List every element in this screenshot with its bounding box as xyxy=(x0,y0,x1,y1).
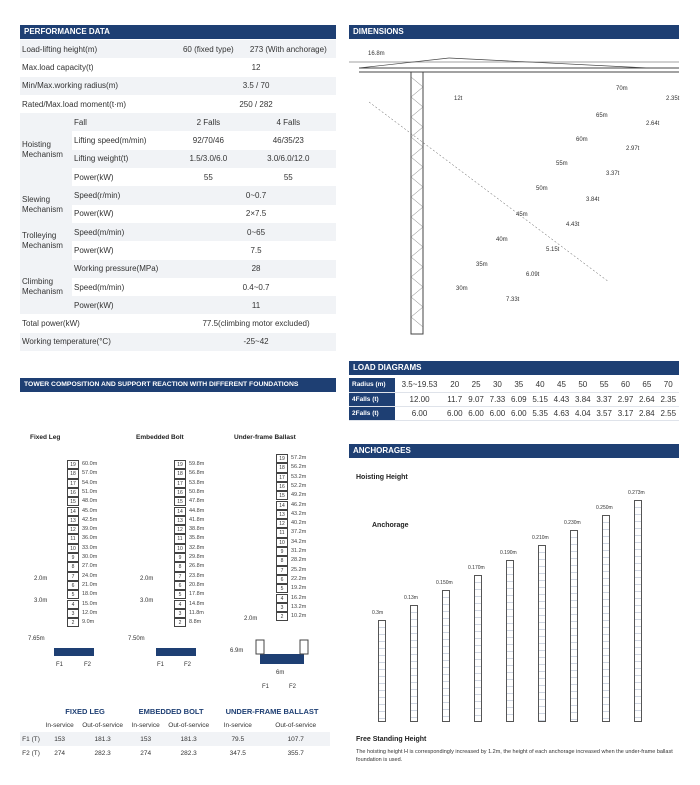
tower-section: 7 xyxy=(174,572,186,581)
reaction-cell: 181.3 xyxy=(77,732,128,746)
section-height: 28.2m xyxy=(291,557,307,564)
anchorage-label: Anchorage xyxy=(372,522,409,529)
spec-label: Power(kW) xyxy=(72,205,176,223)
section-height: 26.8m xyxy=(189,563,205,570)
anchorage-height: 0.190m xyxy=(500,550,517,556)
section-height: 51.0m xyxy=(82,488,98,495)
tower-section: 3 xyxy=(276,603,288,612)
spec-label: Power(kW) xyxy=(72,296,176,314)
load-cell: 2.35 xyxy=(658,392,679,406)
section-height: 60.0m xyxy=(82,461,98,467)
weight-label: 7.33t xyxy=(506,297,520,303)
hoisting-height-label: Hoisting Height xyxy=(356,474,408,481)
section-height: 21.0m xyxy=(82,581,98,588)
load-cell: 7.33 xyxy=(487,392,508,406)
load-cell: 3.17 xyxy=(615,406,636,420)
dim-label: 7.65m xyxy=(28,636,45,642)
foundations xyxy=(20,630,340,700)
tower-section: 4 xyxy=(67,600,79,609)
tower-section: 12 xyxy=(276,519,288,528)
section-height: 9.0m xyxy=(82,619,95,626)
section-height: 12.0m xyxy=(82,609,98,616)
section-height: 53.2m xyxy=(291,473,307,480)
free-standing-label: Free Standing Height xyxy=(356,736,427,743)
load-cell: 50 xyxy=(572,378,593,392)
tower-section: 10 xyxy=(67,544,79,553)
reaction-cell: 79.5 xyxy=(214,732,261,746)
tower-section: 3 xyxy=(174,609,186,618)
anchorage-note: The hoisting height H is correspondingly increased by 1.2m, the height of each anchorage increased when the under-frame ballast foundation is used. xyxy=(356,749,673,763)
reaction-cell: 282.3 xyxy=(94,749,111,757)
load-cell: 6.09 xyxy=(508,392,529,406)
reaction-cell: 274 xyxy=(54,749,66,757)
section-height: 10.2m xyxy=(291,613,307,620)
dim-label: 2.0m xyxy=(34,576,48,582)
load-cell: 20 xyxy=(444,378,465,392)
anchorage-height: 0.230m xyxy=(564,520,581,526)
anchorage-column xyxy=(410,605,418,722)
dim-label: 7.50m xyxy=(128,636,145,642)
reaction-table xyxy=(20,704,330,760)
section-height: 27.0m xyxy=(82,563,98,570)
tower-section: 15 xyxy=(67,497,79,506)
spec-label: Power(kW) xyxy=(72,241,176,259)
reaction-label: F1 (T) xyxy=(20,732,42,746)
load-cell: 3.84 xyxy=(572,392,593,406)
tower-section: 19 xyxy=(276,454,288,463)
dim-label: 2.0m xyxy=(140,576,154,582)
tower-section: 6 xyxy=(174,581,186,590)
spec-label: Max.load capacity(t) xyxy=(20,58,176,76)
underframe-label: Under-frame Ballast xyxy=(234,434,296,441)
reaction-sub: In-service xyxy=(131,721,160,729)
tower-title: TOWER COMPOSITION AND SUPPORT REACTION WITH DIFFERENT FOUNDATIONS xyxy=(20,378,336,392)
load-cell: 3.5~19.53 xyxy=(395,378,444,392)
tower-section: 8 xyxy=(276,556,288,565)
reaction-cell: 274 xyxy=(140,749,152,757)
load-title: LOAD DIAGRAMS xyxy=(349,361,679,375)
section-height: 42.5m xyxy=(82,516,98,523)
spec-row xyxy=(20,113,336,131)
section-height: 15.0m xyxy=(82,600,98,607)
jib-length-label: 16.8m xyxy=(368,51,385,57)
load-row-4falls xyxy=(349,392,679,406)
anchorages-title: ANCHORAGES xyxy=(349,444,679,458)
tower-section: 5 xyxy=(174,590,186,599)
dimensions-title: DIMENSIONS xyxy=(349,25,679,39)
force-label: F1 xyxy=(56,662,64,668)
tower-section: 12 xyxy=(174,525,186,534)
section-height: 17.8m xyxy=(189,591,205,598)
load-cell: 6.00 xyxy=(508,406,529,420)
tower-section: 10 xyxy=(174,544,186,553)
load-cell: 4.04 xyxy=(572,406,593,420)
reaction-col: FIXED LEG xyxy=(65,706,105,716)
weight-label: 2.35t xyxy=(666,96,680,102)
reaction-sub: Out-of-service xyxy=(275,721,317,729)
load-cell: 60 xyxy=(615,378,636,392)
load-cell: 6.00 xyxy=(444,406,465,420)
spec-value: 0~0.7 xyxy=(176,186,336,204)
tower-section: 2 xyxy=(67,618,79,627)
load-cell: 9.07 xyxy=(465,392,486,406)
section-height: 56.8m xyxy=(189,470,205,477)
load-cell: 2.84 xyxy=(636,406,657,420)
spec-value: 3.5 / 70 xyxy=(176,77,336,95)
section-height: 43.2m xyxy=(291,510,307,517)
spec-row xyxy=(20,95,336,113)
section-height: 30.0m xyxy=(82,554,98,560)
tower-section: 2 xyxy=(276,612,288,621)
anchorage-column xyxy=(506,560,514,722)
load-cell: 6.00 xyxy=(465,406,486,420)
tower-section: 17 xyxy=(174,479,186,488)
section-height: 52.2m xyxy=(291,482,307,489)
tower-section: 5 xyxy=(67,590,79,599)
spec-row xyxy=(20,333,336,351)
group-climbing: Climbing Mechanism xyxy=(20,260,72,315)
anchorage-height: 0.3m xyxy=(372,610,384,616)
section-height: 47.8m xyxy=(189,498,205,505)
spec-row xyxy=(20,40,336,58)
section-height: 39.0m xyxy=(82,526,98,533)
anchorage-column xyxy=(474,575,482,722)
anchorage-height: 0.150m xyxy=(436,580,453,586)
reaction-sub: In-service xyxy=(223,721,252,729)
tower-section: 8 xyxy=(67,562,79,571)
spec-label: Total power(kW) xyxy=(20,314,176,332)
tower-section: 9 xyxy=(67,553,79,562)
radius-label: 70m xyxy=(616,86,628,92)
section-height: 56.2m xyxy=(291,464,307,471)
reaction-col: EMBEDDED BOLT xyxy=(138,706,204,716)
spec-value: 60 (fixed type) xyxy=(176,40,240,58)
dim-label: 3.0m xyxy=(140,598,154,604)
section-height: 41.8m xyxy=(189,516,205,523)
anchorage-height: 0.210m xyxy=(532,535,549,541)
reaction-sub: Out-of-service xyxy=(82,721,124,729)
dim-label: 2.0m xyxy=(244,616,258,622)
load-head: 2Falls (t) xyxy=(349,406,395,420)
section-height: 49.2m xyxy=(291,492,307,499)
tower-section: 6 xyxy=(276,575,288,584)
load-cell: 6.00 xyxy=(487,406,508,420)
section-height: 16.2m xyxy=(291,594,307,601)
spec-label: Rated/Max.load moment(t·m) xyxy=(20,95,176,113)
spec-value: 1.5/3.0/6.0 xyxy=(176,150,240,168)
force-label: F2 xyxy=(289,684,297,690)
anchorage-column xyxy=(602,515,610,722)
reaction-cell: 181.3 xyxy=(163,732,214,746)
section-height: 37.2m xyxy=(291,529,307,536)
spec-value: 2 Falls xyxy=(176,113,240,131)
spec-value: 7.5 xyxy=(176,241,336,259)
tower-section: 15 xyxy=(174,497,186,506)
section-height: 57.0m xyxy=(82,470,98,477)
section-height: 31.2m xyxy=(291,548,307,554)
section-height: 53.8m xyxy=(189,479,205,486)
tower-section: 2 xyxy=(174,618,186,627)
weight-label: 3.37t xyxy=(606,171,620,177)
radius-label: 55m xyxy=(556,161,568,167)
tower-section: 3 xyxy=(67,609,79,618)
load-cell: 35 xyxy=(508,378,529,392)
radius-label: 65m xyxy=(596,113,608,119)
spec-value: 77.5(climbing motor excluded) xyxy=(176,314,336,332)
fixed-leg-label: Fixed Leg xyxy=(30,434,61,441)
section-height: 34.2m xyxy=(291,538,307,545)
load-cell: 5.35 xyxy=(529,406,550,420)
reaction-row xyxy=(20,732,330,746)
tower-section: 8 xyxy=(174,562,186,571)
reaction-sub: Out-of-service xyxy=(168,721,210,729)
spec-label: Fall xyxy=(72,113,176,131)
tower-section: 16 xyxy=(174,488,186,497)
section-height: 8.8m xyxy=(189,619,202,626)
section-height: 44.8m xyxy=(189,507,205,514)
section-height: 32.8m xyxy=(189,544,205,551)
reaction-subhead xyxy=(20,718,330,732)
tower-section: 18 xyxy=(174,469,186,478)
reaction-cell: 282.3 xyxy=(180,749,197,757)
spec-label: Power(kW) xyxy=(72,168,176,186)
section-height: 59.8m xyxy=(189,461,205,467)
reaction-head xyxy=(20,704,330,718)
load-cell: 11.7 xyxy=(444,392,465,406)
section-height: 57.2m xyxy=(291,455,307,461)
tower-section: 7 xyxy=(276,566,288,575)
spec-label: Load-lifting height(m) xyxy=(20,40,176,58)
spec-row xyxy=(20,314,336,332)
load-cell: 55 xyxy=(593,378,614,392)
weight-label: 5.15t xyxy=(546,247,560,253)
load-cell: 25 xyxy=(465,378,486,392)
load-cell: 5.15 xyxy=(529,392,550,406)
section-height: 50.8m xyxy=(189,488,205,495)
group-hoisting: Hoisting Mechanism xyxy=(20,113,72,186)
radius-label: 30m xyxy=(456,286,468,292)
tower-section: 14 xyxy=(67,507,79,516)
tower-section: 12 xyxy=(67,525,79,534)
spec-value: 0~65 xyxy=(176,223,336,241)
spec-value: 0.4~0.7 xyxy=(176,278,336,296)
section-height: 14.8m xyxy=(189,600,205,607)
spec-label: Speed(m/min) xyxy=(72,278,176,296)
anchorage-column xyxy=(538,545,546,722)
spec-value: 55 xyxy=(241,168,336,186)
reaction-cell: 153 xyxy=(42,732,77,746)
weight-label: 12t xyxy=(454,96,463,102)
section-height: 20.8m xyxy=(189,581,205,588)
spec-value: 46/35/23 xyxy=(241,131,336,149)
reaction-col: UNDER-FRAME BALLAST xyxy=(225,706,319,716)
group-slewing: Slewing Mechanism xyxy=(20,186,72,223)
spec-label: Working temperature(°C) xyxy=(20,333,176,351)
weight-label: 2.64t xyxy=(646,121,660,127)
section-height: 29.8m xyxy=(189,554,205,560)
radius-label: 60m xyxy=(576,137,588,143)
performance-title: PERFORMANCE DATA xyxy=(20,25,336,39)
performance-table xyxy=(20,40,336,351)
anchorage-height: 0.13m xyxy=(404,595,418,601)
dim-label: 3.0m xyxy=(34,598,48,604)
load-cell: 12.00 xyxy=(395,392,444,406)
load-row-2falls xyxy=(349,406,679,420)
load-cell: 2.97 xyxy=(615,392,636,406)
tower-section: 13 xyxy=(67,516,79,525)
force-label: F2 xyxy=(84,662,92,668)
tower-section: 14 xyxy=(174,507,186,516)
section-height: 40.2m xyxy=(291,520,307,527)
load-cell: 4.43 xyxy=(551,392,572,406)
spec-row xyxy=(20,77,336,95)
group-trolleying: Trolleying Mechanism xyxy=(20,223,72,260)
section-height: 33.0m xyxy=(82,544,98,551)
load-table xyxy=(349,378,679,421)
weight-label: 2.97t xyxy=(626,146,640,152)
reaction-sub: In-service xyxy=(45,721,74,729)
section-height: 54.0m xyxy=(82,479,98,486)
load-cell: 45 xyxy=(551,378,572,392)
spec-value: 4 Falls xyxy=(241,113,336,131)
spec-label: Working pressure(MPa) xyxy=(72,260,176,278)
spec-value: 3.0/6.0/12.0 xyxy=(241,150,336,168)
radius-label: 35m xyxy=(476,262,488,268)
radius-label: 50m xyxy=(536,186,548,192)
load-head: Radius (m) xyxy=(349,378,395,392)
spec-value: 250 / 282 xyxy=(176,95,336,113)
spec-row xyxy=(20,260,336,278)
section-height: 18.0m xyxy=(82,591,98,598)
load-cell: 70 xyxy=(658,378,679,392)
embedded-bolt-label: Embedded Bolt xyxy=(136,434,184,441)
tower-section: 15 xyxy=(276,491,288,500)
spec-label: Min/Max.working radius(m) xyxy=(20,77,176,95)
section-height: 25.2m xyxy=(291,566,307,573)
anchorage-column xyxy=(570,530,578,722)
dim-label: 6.9m xyxy=(230,648,244,654)
tower-section: 7 xyxy=(67,572,79,581)
weight-label: 4.43t xyxy=(566,222,580,228)
section-height: 45.0m xyxy=(82,507,98,514)
spec-value: 11 xyxy=(176,296,336,314)
tower-section: 19 xyxy=(67,460,79,469)
tower-section: 11 xyxy=(174,534,186,543)
tower-section: 6 xyxy=(67,581,79,590)
tower-section: 9 xyxy=(276,547,288,556)
radius-label: 45m xyxy=(516,212,528,218)
force-label: F1 xyxy=(157,662,165,668)
spec-label: Lifting weight(t) xyxy=(72,150,176,168)
force-label: F2 xyxy=(184,662,192,668)
tower-section: 16 xyxy=(67,488,79,497)
spec-row xyxy=(20,223,336,241)
section-height: 48.0m xyxy=(82,498,98,505)
tower-section: 9 xyxy=(174,553,186,562)
spec-value: 92/70/46 xyxy=(176,131,240,149)
spec-label: Speed(m/min) xyxy=(72,223,176,241)
reaction-cell: 107.7 xyxy=(261,732,330,746)
tower-section: 5 xyxy=(276,584,288,593)
section-height: 35.8m xyxy=(189,535,205,542)
anchorage-column xyxy=(442,590,450,722)
spec-label: Lifting speed(m/min) xyxy=(72,131,176,149)
spec-value: 55 xyxy=(176,168,240,186)
reaction-cell: 153 xyxy=(128,732,163,746)
spec-row xyxy=(20,186,336,204)
section-height: 22.2m xyxy=(291,575,307,582)
load-cell: 2.55 xyxy=(658,406,679,420)
radius-label: 40m xyxy=(496,237,508,243)
section-height: 19.2m xyxy=(291,585,307,592)
tower-section: 13 xyxy=(174,516,186,525)
tower-section: 4 xyxy=(174,600,186,609)
section-height: 11.8m xyxy=(189,609,204,616)
load-cell: 30 xyxy=(487,378,508,392)
tower-section: 17 xyxy=(276,473,288,482)
weight-label: 6.09t xyxy=(526,272,540,278)
section-height: 36.0m xyxy=(82,535,98,542)
tower-section: 10 xyxy=(276,538,288,547)
spec-value: -25~42 xyxy=(176,333,336,351)
load-cell: 40 xyxy=(529,378,550,392)
tower-section: 11 xyxy=(276,528,288,537)
tower-section: 16 xyxy=(276,482,288,491)
load-row-radius xyxy=(349,378,679,392)
tower-section: 18 xyxy=(276,463,288,472)
tower-section: 11 xyxy=(67,534,79,543)
load-cell: 65 xyxy=(636,378,657,392)
load-head: 4Falls (t) xyxy=(349,392,395,406)
anchorage-column xyxy=(378,620,386,722)
weight-label: 3.84t xyxy=(586,197,600,203)
force-label: F1 xyxy=(262,684,270,690)
spec-value: 28 xyxy=(176,260,336,278)
load-cell: 3.37 xyxy=(593,392,614,406)
anchorage-height: 0.250m xyxy=(596,505,613,511)
load-cell: 4.63 xyxy=(551,406,572,420)
tower-section: 19 xyxy=(174,460,186,469)
dim-label: 6m xyxy=(276,670,285,676)
tower-section: 17 xyxy=(67,479,79,488)
spec-value: 12 xyxy=(176,58,336,76)
section-height: 23.8m xyxy=(189,572,205,579)
anchorage-column xyxy=(634,500,642,722)
anchorage-height: 0.170m xyxy=(468,565,485,571)
anchorage-height: 0.273m xyxy=(628,490,645,496)
reaction-cell: 355.7 xyxy=(287,749,304,757)
reaction-label: F2 (T) xyxy=(22,749,40,757)
spec-row xyxy=(20,58,336,76)
tower-section: 13 xyxy=(276,510,288,519)
spec-value: 273 (With anchorage) xyxy=(241,40,336,58)
spec-value: 2×7.5 xyxy=(176,205,336,223)
section-height: 38.8m xyxy=(189,526,205,533)
load-cell: 2.64 xyxy=(636,392,657,406)
tower-section: 14 xyxy=(276,501,288,510)
section-height: 24.0m xyxy=(82,572,98,579)
reaction-row xyxy=(20,746,330,760)
reaction-cell: 347.5 xyxy=(229,749,246,757)
spec-label: Speed(r/min) xyxy=(72,186,176,204)
load-cell: 6.00 xyxy=(395,406,444,420)
tower-section: 18 xyxy=(67,469,79,478)
load-cell: 3.57 xyxy=(593,406,614,420)
section-height: 46.2m xyxy=(291,501,307,508)
section-height: 13.2m xyxy=(291,603,307,610)
tower-section: 4 xyxy=(276,594,288,603)
